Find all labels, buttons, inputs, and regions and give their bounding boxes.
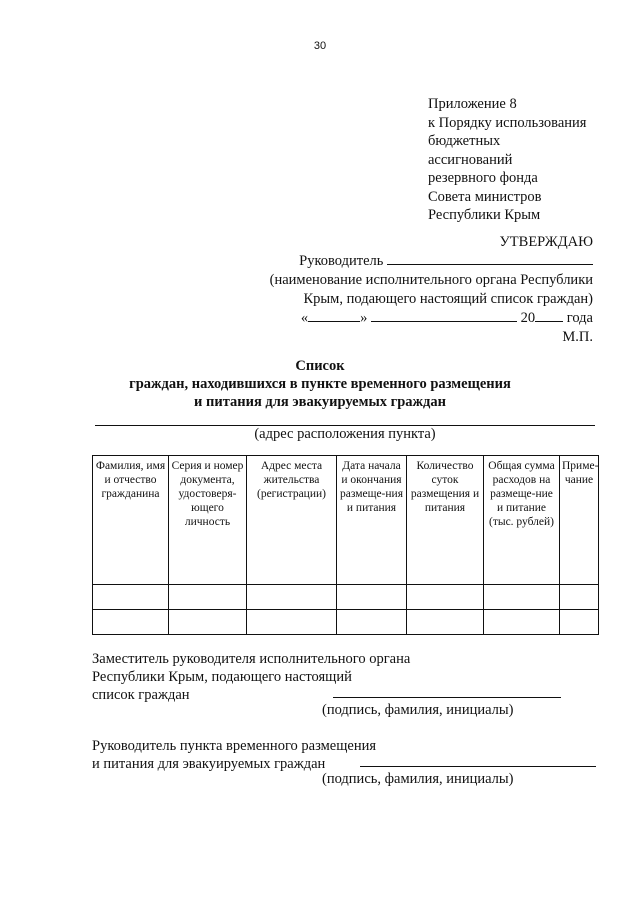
appendix-line: Совета министров xyxy=(428,188,542,205)
page-number: 30 xyxy=(313,40,327,52)
header-days: Количество суток размещения и питания xyxy=(407,456,484,585)
address-caption: (адрес расположения пункта) xyxy=(254,426,436,442)
table-cell xyxy=(93,585,169,610)
list-title xyxy=(0,357,640,411)
table-cell xyxy=(407,610,484,635)
table-header-row xyxy=(93,456,599,585)
year-prefix: 20 xyxy=(520,310,536,326)
head-signature-line xyxy=(387,252,593,265)
header-address: Адрес места жительства (регистрации) xyxy=(247,456,337,585)
table-cell xyxy=(247,585,337,610)
header-dates: Дата начала и окончания размеще-ния и питания xyxy=(337,456,407,585)
head-signature-row xyxy=(233,252,593,271)
table-cell xyxy=(337,585,407,610)
table-cell xyxy=(484,610,560,635)
org-caption-2: Крым, подающего настоящий список граждан) xyxy=(303,291,593,307)
table-cell xyxy=(484,585,560,610)
title-line-2: граждан, находившихся в пункте временного размещения xyxy=(129,376,511,392)
month-blank xyxy=(371,309,517,322)
table-cell xyxy=(169,610,247,635)
header-full-name: Фамилия, имя и отчество гражданина xyxy=(93,456,169,585)
date-close-quote: » xyxy=(360,310,368,326)
date-open-quote: « xyxy=(300,310,309,326)
day-blank xyxy=(308,309,360,322)
deputy-line-3: список граждан xyxy=(92,687,190,703)
citizens-table xyxy=(92,455,599,635)
table-cell xyxy=(407,585,484,610)
table-row xyxy=(93,585,599,610)
table-cell xyxy=(560,585,599,610)
deputy-signature-caption: (подпись, фамилия, инициалы) xyxy=(322,702,514,718)
table-cell xyxy=(93,610,169,635)
table-cell xyxy=(560,610,599,635)
table-row xyxy=(93,610,599,635)
appendix-line: бюджетных xyxy=(428,133,501,149)
deputy-line-1: Заместитель руководителя исполнительного органа xyxy=(92,651,411,667)
appendix-block xyxy=(428,95,586,225)
point-head-signature-text xyxy=(92,737,376,773)
year-suffix: года xyxy=(566,310,593,326)
stamp-mark: М.П. xyxy=(562,329,593,345)
approval-block xyxy=(233,233,593,347)
date-row xyxy=(233,309,593,328)
deputy-line-2: Республики Крым, подающего настоящий xyxy=(92,669,352,685)
appendix-line: к Порядку использования xyxy=(428,114,587,131)
deputy-signature-text xyxy=(92,650,410,704)
year-blank xyxy=(535,309,563,322)
table-cell xyxy=(337,610,407,635)
table-cell xyxy=(169,585,247,610)
point-head-line-2: и питания для эвакуируемых граждан xyxy=(92,756,326,772)
point-head-line-1: Руководитель пункта временного размещения xyxy=(92,738,377,754)
point-head-signature-caption: (подпись, фамилия, инициалы) xyxy=(322,771,514,787)
header-note: Приме-чание xyxy=(560,456,599,585)
appendix-line: Республики Крым xyxy=(428,207,541,223)
org-caption-1: (наименование исполнительного органа Республики xyxy=(269,272,593,288)
header-total: Общая сумма расходов на размеще-ние и питание (тыс. рублей) xyxy=(484,456,560,585)
point-head-signature-line xyxy=(360,766,596,767)
appendix-line: ассигнований xyxy=(428,151,513,168)
appendix-line: резервного фонда xyxy=(428,170,538,186)
table-cell xyxy=(247,610,337,635)
header-document: Серия и номер документа, удостоверя-ющего личность xyxy=(169,456,247,585)
head-label: Руководитель xyxy=(299,253,384,269)
title-line-1: Список xyxy=(295,358,345,374)
deputy-signature-line xyxy=(333,697,561,698)
approve-word: УТВЕРЖДАЮ xyxy=(499,234,593,250)
appendix-line: Приложение 8 xyxy=(428,96,517,112)
title-line-3: и питания для эвакуируемых граждан xyxy=(194,394,446,410)
